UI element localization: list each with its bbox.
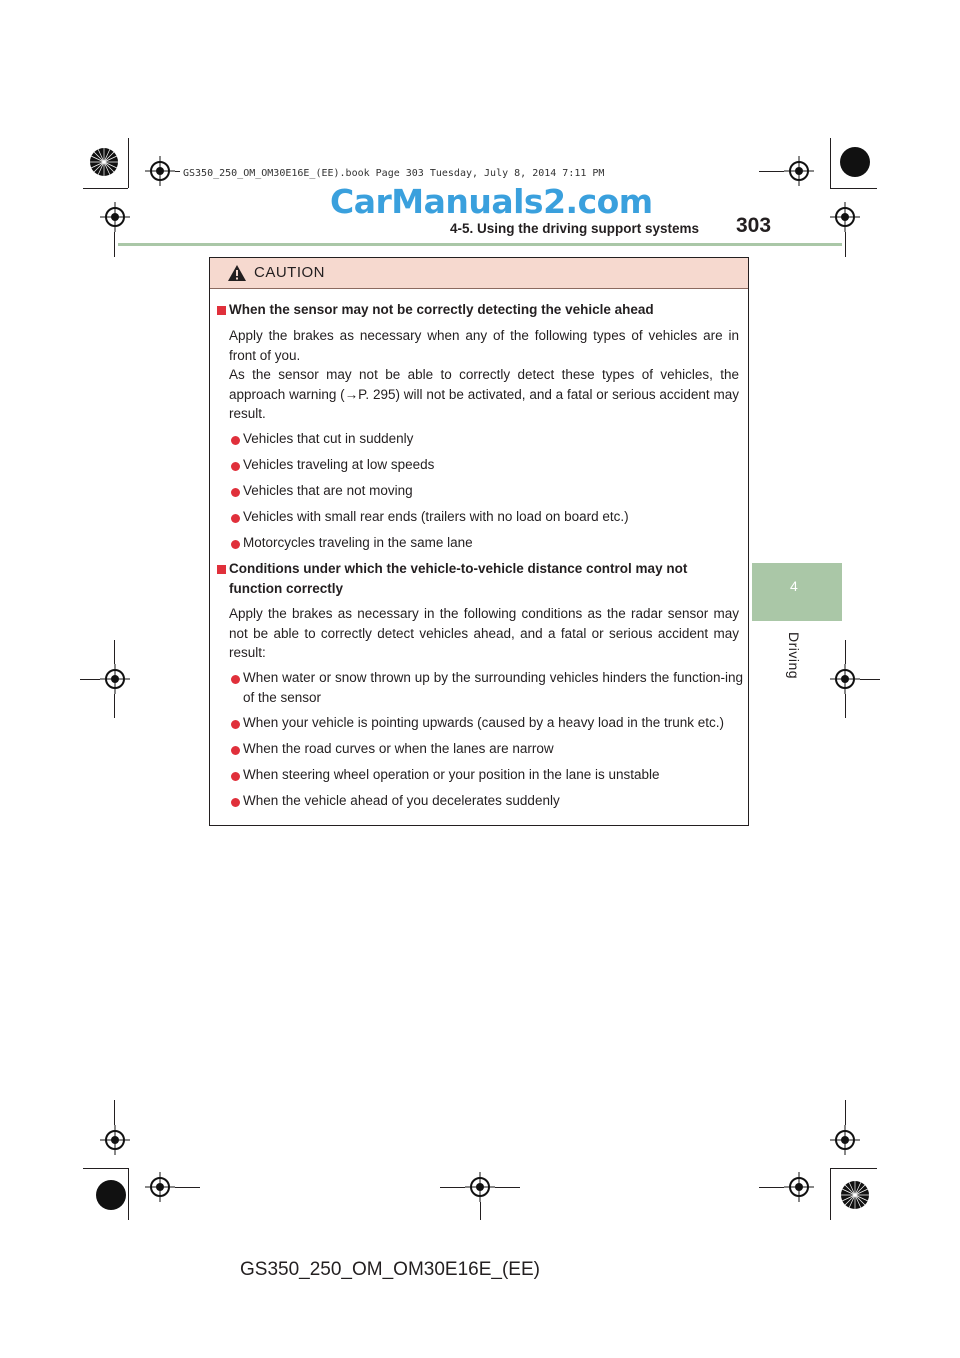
list-item: When the vehicle ahead of you decelerates suddenly bbox=[243, 793, 560, 808]
caution-title: CAUTION bbox=[254, 264, 325, 281]
crosshair-icon bbox=[100, 664, 130, 694]
registration-dot-icon bbox=[840, 147, 870, 177]
section-heading: When the sensor may not be correctly detecting the vehicle ahead bbox=[229, 302, 654, 317]
paragraph: Apply the brakes as necessary when any of the following types of vehicles are in front of you. bbox=[229, 328, 739, 363]
heading-square-icon bbox=[217, 565, 226, 574]
watermark-logo[interactable]: CarManuals2.com bbox=[330, 182, 653, 221]
list-item: When your vehicle is pointing upwards (caused by a heavy load in the trunk etc.) bbox=[243, 715, 725, 730]
bullet-dot-icon bbox=[231, 675, 240, 684]
paragraph: Apply the brakes as necessary in the following conditions as the radar sensor may not be able to correctly detect vehicles ahead, and a fatal or serious accident may result: bbox=[229, 606, 739, 660]
list-item: Vehicles with small rear ends (trailers with no load on board etc.) bbox=[243, 509, 629, 524]
list-item: When steering wheel operation or your position in the lane is unstable bbox=[243, 767, 660, 782]
paragraph: As the sensor may not be able to correctly detect these types of vehicles, the approach warning (→P. 295) will not be activated, and a fatal or serious accident may result. bbox=[229, 367, 739, 421]
list-item: Vehicles that cut in suddenly bbox=[243, 431, 414, 446]
section-title: 4-5. Using the driving support systems bbox=[449, 221, 699, 236]
bullet-dot-icon bbox=[231, 462, 240, 471]
bullet-dot-icon bbox=[231, 436, 240, 445]
section-heading: Conditions under which the vehicle-to-vehicle distance control may not function correctly bbox=[229, 561, 688, 596]
bullet-dot-icon bbox=[231, 514, 240, 523]
list-item: When the road curves or when the lanes are narrow bbox=[243, 741, 554, 756]
bullet-dot-icon bbox=[231, 746, 240, 755]
bullet-dot-icon bbox=[231, 540, 240, 549]
caution-box bbox=[209, 257, 749, 826]
crosshair-icon bbox=[830, 1125, 860, 1155]
header-rule bbox=[118, 243, 842, 246]
crosshair-icon bbox=[100, 1125, 130, 1155]
warning-triangle-icon bbox=[227, 264, 247, 282]
caution-header bbox=[210, 258, 748, 289]
print-slug: GS350_250_OM_OM30E16E_(EE).book Page 303 Tuesday, July 8, 2014 7:11 PM bbox=[183, 168, 605, 179]
crosshair-icon bbox=[830, 202, 860, 232]
list-item: When water or snow thrown up by the surrounding vehicles hinders the function-ing of the sensor bbox=[243, 670, 743, 705]
list-item: Vehicles traveling at low speeds bbox=[243, 457, 435, 472]
bullet-dot-icon bbox=[231, 720, 240, 729]
heading-square-icon bbox=[217, 306, 226, 315]
crosshair-icon bbox=[784, 1172, 814, 1202]
crosshair-icon bbox=[145, 156, 175, 186]
crosshair-icon bbox=[145, 1172, 175, 1202]
bullet-dot-icon bbox=[231, 772, 240, 781]
chapter-label: Driving bbox=[786, 632, 802, 680]
registration-burst-icon bbox=[89, 147, 119, 177]
crosshair-icon bbox=[830, 664, 860, 694]
registration-burst-icon bbox=[840, 1180, 870, 1210]
crosshair-icon bbox=[465, 1172, 495, 1202]
chapter-tab-number: 4 bbox=[790, 578, 798, 594]
list-item: Motorcycles traveling in the same lane bbox=[243, 535, 473, 550]
footer-doc-id: GS350_250_OM_OM30E16E_(EE) bbox=[240, 1259, 540, 1280]
registration-dot-icon bbox=[96, 1180, 126, 1210]
page-number: 303 bbox=[736, 214, 772, 237]
crosshair-icon bbox=[784, 156, 814, 186]
bullet-dot-icon bbox=[231, 798, 240, 807]
bullet-dot-icon bbox=[231, 488, 240, 497]
list-item: Vehicles that are not moving bbox=[243, 483, 413, 498]
